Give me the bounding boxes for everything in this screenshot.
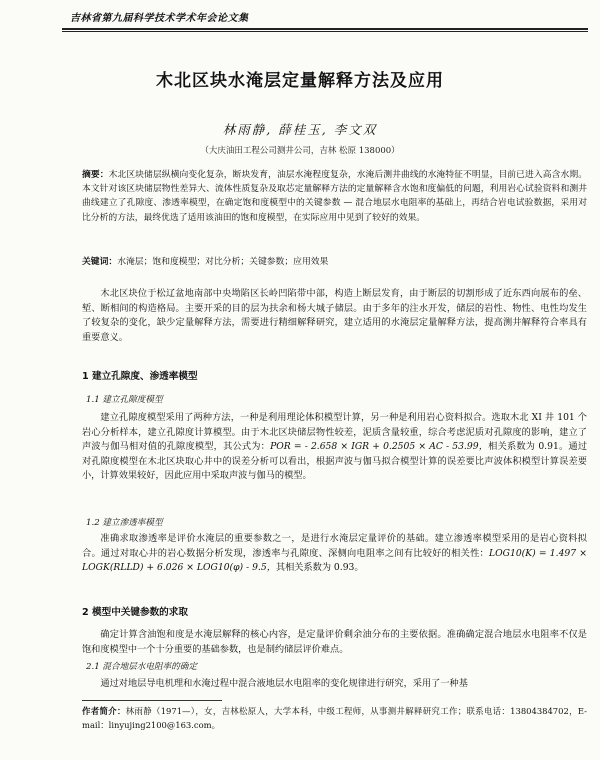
section-heading-1: 1 建立孔隙度、渗透率模型 (82, 371, 198, 382)
header-rule (62, 28, 588, 30)
paragraph-2-1: 通过对地层导电机理和水淹过程中混合液地层水电阻率的变化规律进行研究，采用了一种基 (100, 678, 468, 689)
footnote-label: 作者简介： (82, 706, 126, 716)
paragraph-1-2-text-a: 准确求取渗透率是评价水淹层的重要参数之一，是进行水淹层定量评价的基础。建立渗透率模型采用的是岩心资料拟合。通过对取心井的岩心数据分析发现，渗透率与孔隙度、深侧向电阻率之间有比较好的相关性： (82, 533, 587, 559)
footnote-rule (82, 700, 222, 701)
subsection-heading-2-1: 2.1 混合地层水电阻率的确定 (86, 662, 197, 672)
header-rule-thin (62, 31, 588, 32)
abstract-label: 摘要： (82, 170, 109, 180)
paragraph-1-1-text-a: 建立孔隙度模型采用了两种方法，一种是利用理论体积模型计算，另一种是利用岩心资料拟合。选取木北 XI 井 101 个岩心分析样本，建立孔隙度计算模型。由于木北区块储层物性较差，泥质含量较重，综合考虑泥质对孔隙度的影响，建立了声波与伽马相对值的孔隙度模型，其公式为： (82, 412, 587, 453)
paragraph-1-2 (82, 532, 587, 576)
paragraph-1-1-text-b: 相关系数为 0.91。通过对孔隙度模型在木北区块取心井中的误差分析可以看出，根据声波与伽马拟合模型计算的误差要比声波体积模型计算误差要小，计算效果较好，因此应用中采取声波与伽马的模型。 (82, 441, 588, 482)
running-head: 吉林省第九届科学技术学术年会论文集 (70, 13, 249, 24)
abstract (82, 168, 587, 225)
section-heading-2: 2 模型中关键参数的求取 (82, 607, 188, 618)
porosity-equation: POR = - 2.658 × IGR + 0.2505 × AC - 53.99， (270, 441, 489, 453)
keywords (82, 255, 587, 270)
subsection-heading-1-1: 1.1 建立孔隙度模型 (86, 395, 163, 405)
authors: 林雨静, 薛桂玉, 李文双 (222, 122, 378, 137)
footnote-text: 林雨静（1971—），女，吉林松原人，大学本科，中级工程师，从事测井解释研究工作；联系电话：13804384702，E-mail：linyujing2100@163.com。 (82, 706, 588, 730)
paragraph-2: 确定计算含油饱和度是水淹层解释的核心内容，是定量评价剩余油分布的主要依据。准确确定混合地层水电阻率不仅是饱和度模型中一个十分重要的基础参数，也是制约储层评价难点。 (82, 629, 587, 655)
paper-title: 木北区块水淹层定量解释方法及应用 (156, 71, 444, 91)
affiliation: （大庆油田工程公司测井公司，吉林 松原 138000） (200, 146, 400, 156)
keywords-text: 水淹层；饱和度模型；对比分析；关键参数；应用效果 (117, 257, 329, 267)
keywords-label: 关键词： (82, 257, 118, 267)
abstract-text: 木北区块储层纵横向变化复杂，断块发育，油层水淹程度复杂，水淹后测井曲线的水淹特征不明显，目前已进入高含水期。本文针对该区块储层物性差异大、流体性质复杂及取芯定量解释方法的定量解释含水饱和度偏低的问题，利用岩心试验资料和测井曲线建立了孔隙度、渗透率模型，在确定饱和度模型中的关键参数 — 混合地层水电阻率的基础上，再结合岩电试验数据，采用对比分析的方法，最终优选了适用该油田的饱和度模型，在实际应用中见到了较好的效果。 (82, 170, 587, 223)
author-footnote (82, 704, 587, 732)
intro-paragraph: 木北区块位于松辽盆地南部中央坳陷区长岭凹陷带中部，构造上断层发育，由于断层的切割形成了近东西向展布的垒、堑、断相间的构造格局。主要开采的目的层为扶余和杨大城子储层。由于多年的注水开发，储层的岩性、物性、电性均发生了较复杂的变化，缺少定量解释方法，需要进行精细解释研究，建立适用的水淹层定量解释方法，提高测井解释符合率具有重要意义。 (82, 288, 587, 343)
paragraph-1-2-text-b: 其相关系数为 0.93。 (275, 562, 364, 574)
paragraph-1-1 (82, 411, 587, 484)
permeability-equation: LOG10(K) = 1.497 × LOGK(RLLD) + 6.026 × LOG10(φ) - 9.5， (82, 547, 588, 574)
subsection-heading-1-2: 1.2 建立渗透率模型 (86, 518, 163, 528)
